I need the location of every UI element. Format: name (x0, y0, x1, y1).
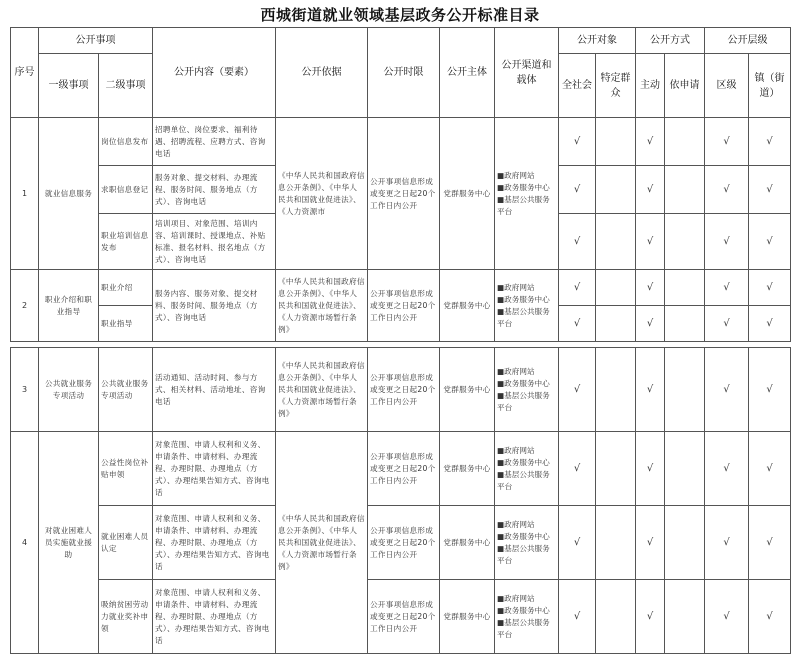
row-level2: 职业介绍 (99, 270, 153, 306)
check-level-district: √ (705, 580, 749, 654)
check-method-request (665, 580, 705, 654)
row-subject: 党群服务中心 (440, 432, 495, 506)
header-level1: 一级事项 (39, 54, 99, 118)
row-level2: 职业培训信息发布 (99, 214, 153, 270)
check-method-request (665, 348, 705, 432)
header-level2: 二级事项 (99, 54, 153, 118)
channel-item: ■基层公共服务平台 (497, 390, 550, 412)
channel-item: ■基层公共服务平台 (497, 543, 550, 565)
header-target: 公开对象 (559, 28, 636, 54)
table-row (11, 348, 791, 432)
row-time: 公开事项信息形成或变更之日起20个工作日内公开 (368, 506, 440, 580)
check-level-district: √ (705, 432, 749, 506)
channel-item: ■政务服务中心 (497, 294, 550, 304)
row-basis: 《中华人民共和国政府信息公开条例》、《中华人民共和国就业促进法》、《人力资源市场暂行条例》 (276, 270, 368, 342)
channel-item: ■基层公共服务平台 (497, 469, 550, 491)
row-content: 对象范围、申请人权利和义务、申请条件、申请材料、办理流程、办理时限、办理地点（方式）、办理结果告知方式、咨询电话 (153, 432, 276, 506)
row-subject: 党群服务中心 (440, 580, 495, 654)
channel-item: ■政务服务中心 (497, 182, 550, 192)
row-content: 对象范围、申请人权利和义务、申请条件、申请材料、办理流程、办理时限、办理地点（方式）、办理结果告知方式、咨询电话 (153, 506, 276, 580)
channel-item: ■基层公共服务平台 (497, 194, 550, 216)
channel-item: ■基层公共服务平台 (497, 617, 550, 639)
header-method: 公开方式 (636, 28, 705, 54)
row-subject: 党群服务中心 (440, 118, 495, 270)
channel-item: ■政府网站 (497, 170, 535, 180)
row-channel (495, 580, 559, 654)
check-level-town: √ (749, 166, 791, 214)
check-level-town: √ (749, 306, 791, 342)
header-channel: 公开渠道和载体 (495, 28, 559, 118)
check-level-district: √ (705, 166, 749, 214)
row-channel (495, 118, 559, 270)
row-level1: 职业介绍和职业指导 (39, 270, 99, 342)
channel-item: ■政务服务中心 (497, 378, 550, 388)
channel-item: ■政府网站 (497, 519, 535, 529)
row-content: 服务内容、服务对象、提交材料、服务时间、服务地点（方式）、咨询电话 (153, 270, 276, 342)
check-method-request (665, 118, 705, 166)
check-level-district: √ (705, 214, 749, 270)
table-row (11, 580, 791, 654)
row-level1: 公共就业服务专项活动 (39, 348, 99, 432)
page-title: 西城街道就业领域基层政务公开标准目录 (260, 6, 540, 24)
row-seq: 2 (11, 270, 39, 342)
row-seq: 1 (11, 118, 39, 270)
check-target-specific (596, 118, 636, 166)
channel-item: ■政府网站 (497, 445, 535, 455)
row-content: 活动通知、活动时间、参与方式、相关材料、活动地址、咨询电话 (153, 348, 276, 432)
check-target-all: √ (559, 580, 596, 654)
header-matters: 公开事项 (39, 28, 153, 54)
row-level2: 就业困难人员认定 (99, 506, 153, 580)
row-time: 公开事项信息形成或变更之日起20个工作日内公开 (368, 580, 440, 654)
row-seq: 3 (11, 348, 39, 432)
header-basis: 公开依据 (276, 28, 368, 118)
row-channel (495, 506, 559, 580)
row-content: 服务对象、提交材料、办理流程、服务时间、服务地点（方式）、咨询电话 (153, 166, 276, 214)
check-target-specific (596, 306, 636, 342)
row-subject: 党群服务中心 (440, 270, 495, 342)
header-time: 公开时限 (368, 28, 440, 118)
table-row (11, 270, 791, 306)
row-channel (495, 432, 559, 506)
channel-item: ■政府网站 (497, 366, 535, 376)
row-level2: 求职信息登记 (99, 166, 153, 214)
header-method-request: 依申请 (665, 54, 705, 118)
check-level-district: √ (705, 118, 749, 166)
check-level-town: √ (749, 270, 791, 306)
channel-item: ■政务服务中心 (497, 605, 550, 615)
table-row (11, 506, 791, 580)
check-method-active: √ (636, 306, 665, 342)
row-subject: 党群服务中心 (440, 348, 495, 432)
row-level1: 对就业困难人员实施就业援助 (39, 432, 99, 654)
check-level-town: √ (749, 580, 791, 654)
table-row (11, 432, 791, 506)
channel-item: ■政务服务中心 (497, 531, 550, 541)
check-target-all: √ (559, 270, 596, 306)
check-level-district: √ (705, 506, 749, 580)
check-target-all: √ (559, 214, 596, 270)
row-basis: 《中华人民共和国政府信息公开条例》、《中华人民共和国就业促进法》、《人力资源市场暂行条例》 (276, 348, 368, 432)
check-method-active: √ (636, 348, 665, 432)
check-method-request (665, 166, 705, 214)
row-content: 招聘单位、岗位要求、福利待遇、招聘流程、应聘方式、咨询电话 (153, 118, 276, 166)
row-level2: 吸纳贫困劳动力就业奖补申领 (99, 580, 153, 654)
check-target-all: √ (559, 432, 596, 506)
check-level-town: √ (749, 348, 791, 432)
check-method-active: √ (636, 432, 665, 506)
row-level1: 就业信息服务 (39, 118, 99, 270)
row-time: 公开事项信息形成或变更之日起20个工作日内公开 (368, 432, 440, 506)
header-target-all: 全社会 (559, 54, 596, 118)
check-method-active: √ (636, 506, 665, 580)
channel-item: ■政务服务中心 (497, 457, 550, 467)
check-method-active: √ (636, 270, 665, 306)
check-level-town: √ (749, 214, 791, 270)
header-seq: 序号 (11, 28, 39, 118)
row-level2: 岗位信息发布 (99, 118, 153, 166)
check-target-specific (596, 166, 636, 214)
check-level-town: √ (749, 506, 791, 580)
row-subject: 党群服务中心 (440, 506, 495, 580)
check-target-specific (596, 506, 636, 580)
check-level-district: √ (705, 270, 749, 306)
header-target-specific: 特定群众 (596, 54, 636, 118)
check-method-request (665, 506, 705, 580)
row-channel (495, 270, 559, 342)
row-content: 培训项目、对象范围、培训内容、培训课时、授课地点、补贴标准、报名材料、报名地点（方式）、咨询电话 (153, 214, 276, 270)
channel-item: ■政府网站 (497, 593, 535, 603)
row-time: 公开事项信息形成或变更之日起20个工作日内公开 (368, 270, 440, 342)
check-method-active: √ (636, 118, 665, 166)
table-row (11, 118, 791, 166)
check-target-all: √ (559, 166, 596, 214)
check-level-district: √ (705, 348, 749, 432)
header-subject: 公开主体 (440, 28, 495, 118)
header-level-district: 区级 (705, 54, 749, 118)
check-target-all: √ (559, 506, 596, 580)
row-level2: 公益性岗位补贴申领 (99, 432, 153, 506)
header-level: 公开层级 (705, 28, 791, 54)
check-method-active: √ (636, 166, 665, 214)
check-method-active: √ (636, 214, 665, 270)
row-basis: 《中华人民共和国政府信息公开条例》、《中华人民共和国就业促进法》、《人力资源市场暂行条例》 (276, 432, 368, 654)
row-time: 公开事项信息形成或变更之日起20个工作日内公开 (368, 118, 440, 270)
row-content: 对象范围、申请人权利和义务、申请条件、申请材料、办理流程、办理时限、办理地点（方式）、办理结果告知方式、咨询电话 (153, 580, 276, 654)
check-target-specific (596, 270, 636, 306)
row-channel (495, 348, 559, 432)
check-method-request (665, 306, 705, 342)
check-target-all: √ (559, 348, 596, 432)
check-method-active: √ (636, 580, 665, 654)
channel-item: ■政府网站 (497, 282, 535, 292)
row-seq: 4 (11, 432, 39, 654)
header-method-active: 主动 (636, 54, 665, 118)
check-method-request (665, 214, 705, 270)
row-level2: 公共就业服务专项活动 (99, 348, 153, 432)
check-target-all: √ (559, 306, 596, 342)
channel-item: ■基层公共服务平台 (497, 306, 550, 328)
check-target-all: √ (559, 118, 596, 166)
check-method-request (665, 270, 705, 306)
check-method-request (665, 432, 705, 506)
header-content: 公开内容（要素） (153, 28, 276, 118)
check-level-town: √ (749, 118, 791, 166)
check-target-specific (596, 580, 636, 654)
catalog-table-part1 (10, 27, 791, 342)
row-basis: 《中华人民共和国政府信息公开条例》、《中华人民共和国就业促进法》、《人力资源市 (276, 118, 368, 270)
header-level-town: 镇（街道） (749, 54, 791, 118)
check-level-town: √ (749, 432, 791, 506)
catalog-table-part2 (10, 347, 791, 654)
check-target-specific (596, 214, 636, 270)
check-level-district: √ (705, 306, 749, 342)
check-target-specific (596, 348, 636, 432)
row-time: 公开事项信息形成或变更之日起20个工作日内公开 (368, 348, 440, 432)
check-target-specific (596, 432, 636, 506)
row-level2: 职业指导 (99, 306, 153, 342)
